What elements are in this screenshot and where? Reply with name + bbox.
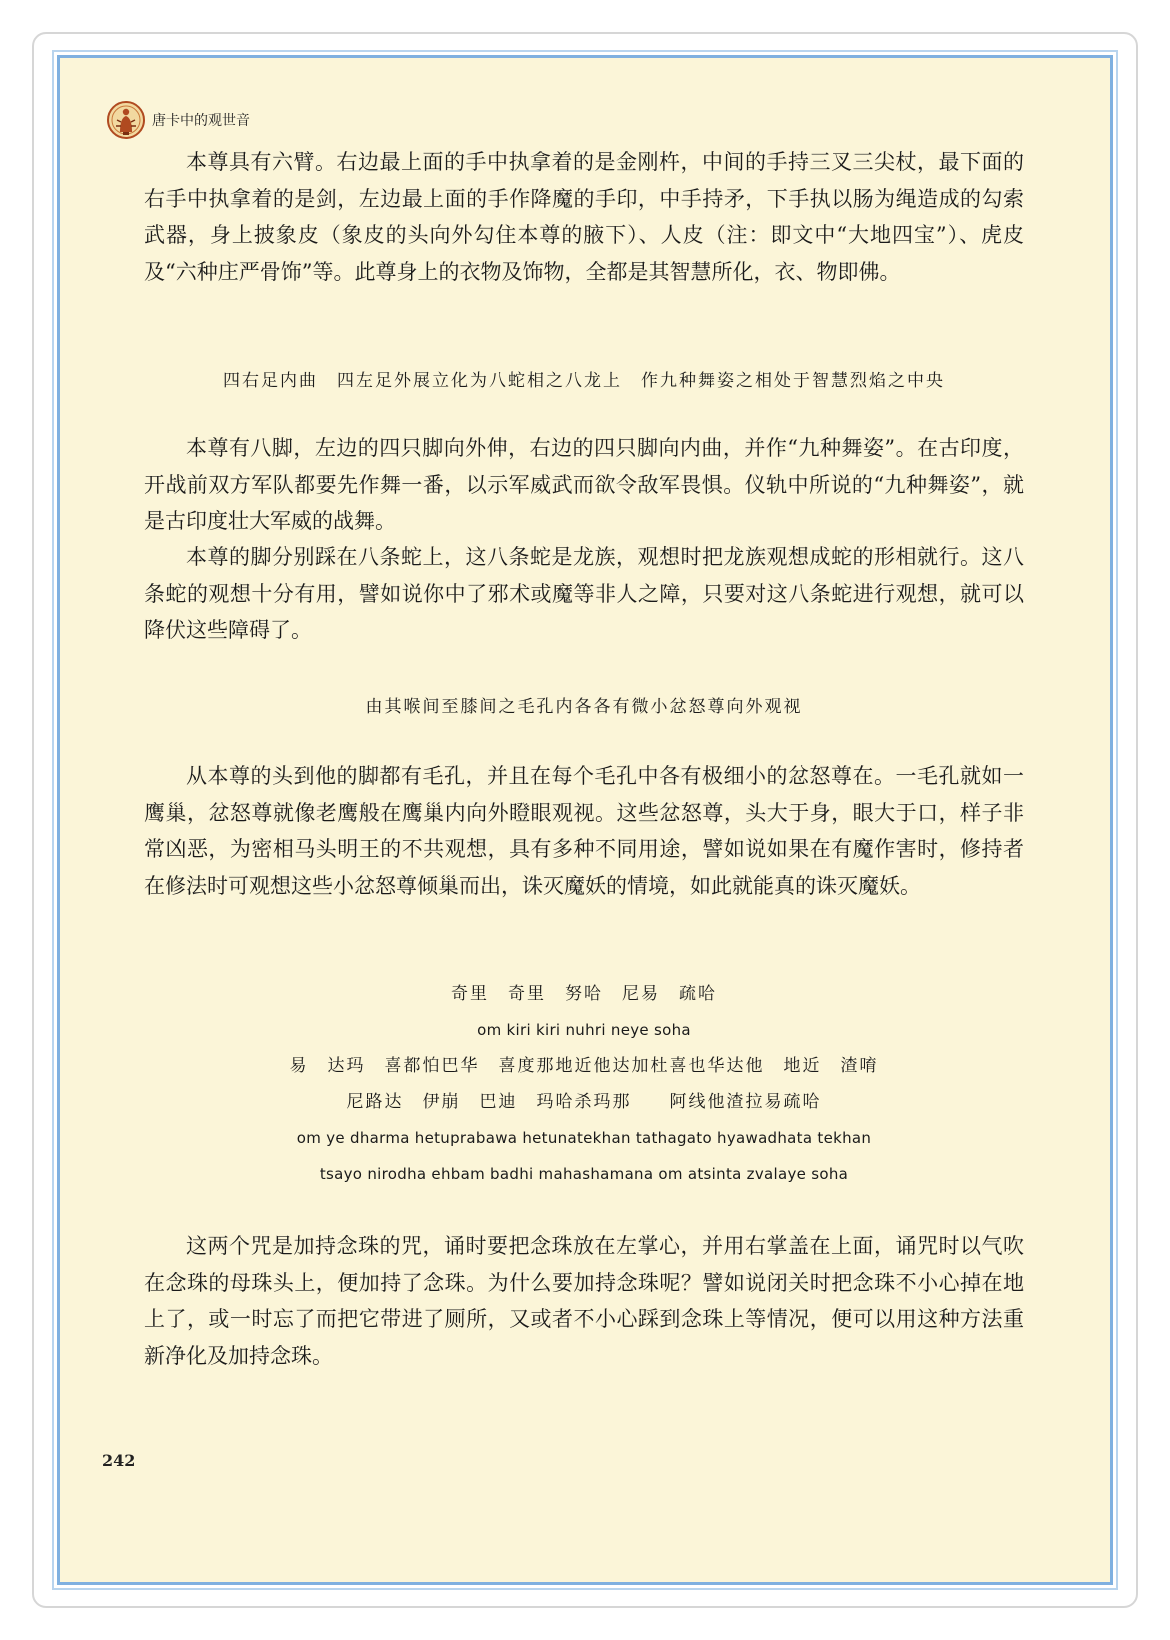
mantra-line-1-romanized: om kiri kiri nuhri neye soha: [477, 1021, 691, 1039]
mantra-line-2-chinese: 易 达玛 喜都怕巴华 喜度那地近他达加杜喜也华达他 地近 渣唷: [289, 1056, 879, 1076]
paragraph-eight-snakes: 本尊的脚分别踩在八条蛇上，这八条蛇是龙族，观想时把龙族观想成蛇的形相就行。这八条蛇的观想十分有用，譬如说你中了邪术或魔等非人之障，只要对这八条蛇进行观想，就可以降伏这些障碍了。: [144, 545, 1024, 642]
buddha-figure-icon: [106, 100, 146, 140]
verse-pores: 由其喉间至膝间之毛孔内各各有微小忿怒尊向外观视: [365, 697, 803, 717]
mantra-line-3-chinese: 尼路达 伊崩 巴迪 玛哈杀玛那 阿线他渣拉易疏哈: [346, 1092, 822, 1112]
page-number: 242: [102, 1451, 136, 1470]
paragraph-wrathful-deities: 从本尊的头到他的脚都有毛孔，并且在每个毛孔中各有极细小的忿怒尊在。一毛孔就如一鹰巢，忿怒尊就像老鹰般在鹰巢内向外瞪眼观视。这些忿怒尊，头大于身，眼大于口，样子非常凶恶，为密相马头明王的不共观想，具有多种不同用途，譬如说如果在有魔作害时，修持者在修法时可观想这些小忿怒尊倾巢而出，诛灭魔妖的情境，如此就能真的诛灭魔妖。: [144, 764, 1024, 898]
paragraph-eight-feet: 本尊有八脚，左边的四只脚向外伸，右边的四只脚向内曲，并作“九种舞姿”。在古印度，开战前双方军队都要先作舞一番，以示军威武而欲令敌军畏惧。仪轨中所说的“九种舞姿”，就是古印度壮大军威的战舞。: [144, 436, 1024, 533]
book-page: [57, 55, 1113, 1585]
mantra-line-3-romanized: tsayo nirodha ehbam badhi mahashamana om atsinta zvalaye soha: [319, 1165, 849, 1183]
mantra-line-2-romanized: om ye dharma hetuprabawa hetunatekhan tathagato hyawadhata tekhan: [296, 1129, 872, 1147]
verse-eight-feet: 四右足内曲 四左足外展立化为八蛇相之八龙上 作九种舞姿之相处于智慧烈焰之中央: [223, 371, 945, 391]
paragraph-six-arms: 本尊具有六臂。右边最上面的手中执拿着的是金刚杵，中间的手持三叉三尖杖，最下面的右手中执拿着的是剑，左边最上面的手作降魔的手印，中手持矛，下手执以肠为绳造成的勾索武器，身上披象皮（象皮的头向外勾住本尊的腋下）、人皮（注：即文中“大地四宝”）、虎皮及“六种庄严骨饰”等。此尊身上的衣物及饰物，全都是其智慧所化，衣、物即佛。: [144, 150, 1024, 284]
header-title: 唐卡中的观世音: [152, 113, 250, 129]
paragraph-rosary-blessing: 这两个咒是加持念珠的咒，诵时要把念珠放在左掌心，并用右掌盖在上面，诵咒时以气吹在念珠的母珠头上，便加持了念珠。为什么要加持念珠呢？譬如说闭关时把念珠不小心掉在地上了，或一时忘了而把它带进了厕所，又或者不小心踩到念珠上等情况，便可以用这种方法重新净化及加持念珠。: [144, 1234, 1024, 1368]
mantra-block: [144, 976, 1024, 1192]
mantra-line-1-chinese: 奇里 奇里 努哈 尼易 疏哈: [451, 984, 717, 1004]
running-header: [106, 98, 250, 142]
